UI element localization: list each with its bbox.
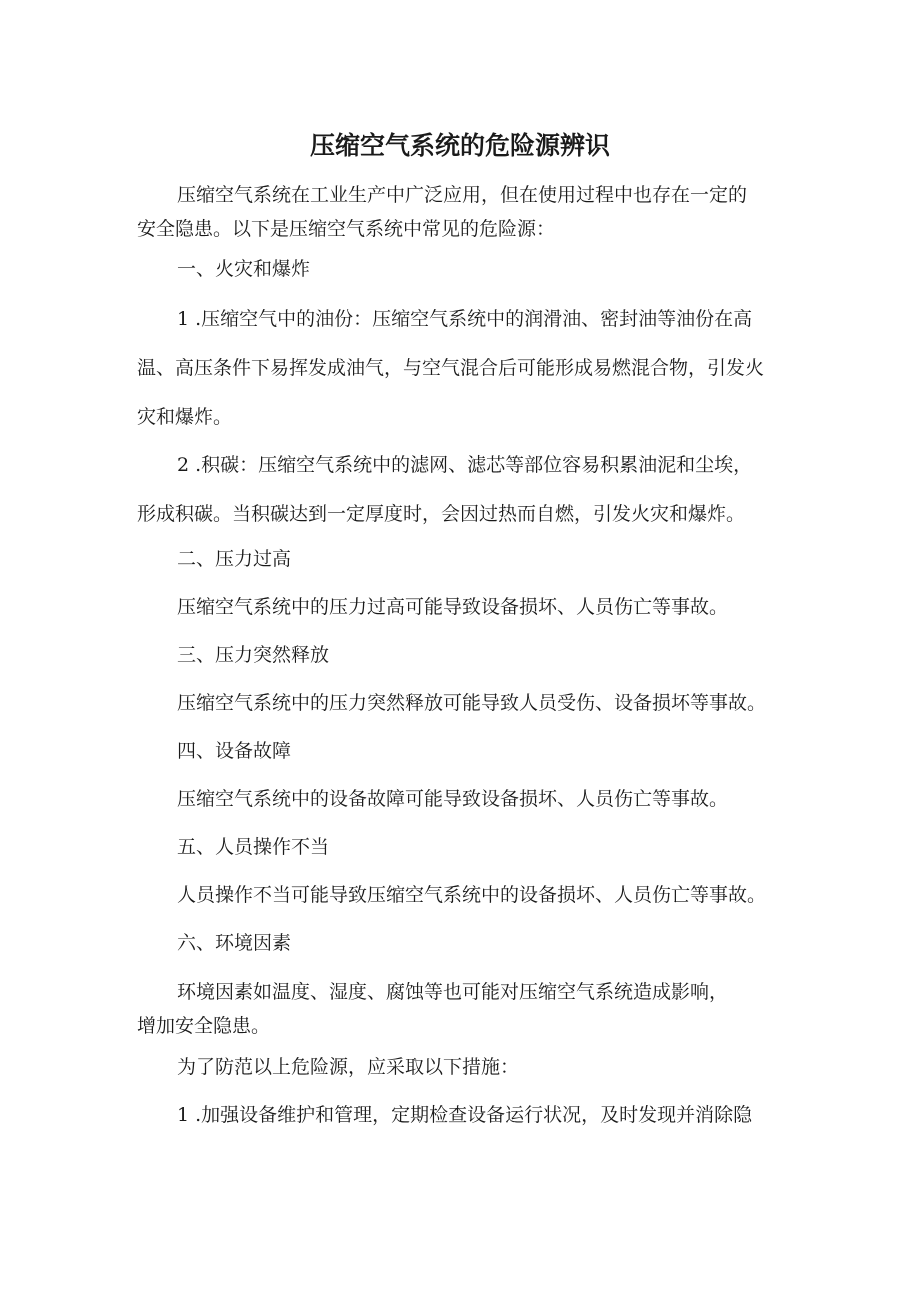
measures-item-1-text: 1 .加强设备维护和管理，定期检查设备运行状况，及时发现并消除隐: [177, 1104, 753, 1126]
measures-intro-text: 为了防范以上危险源，应采取以下措施：: [177, 1056, 520, 1078]
section-3: [137, 638, 793, 672]
section-text: 压缩空气系统中的压力过高可能导致设备损坏、人员伤亡等事故。: [177, 596, 729, 618]
section-heading: 一、火灾和爆炸: [177, 258, 311, 280]
section-3-text: [137, 686, 793, 720]
section-1-heading: [137, 252, 793, 286]
document-title: 压缩空气系统的危险源辨识: [309, 131, 610, 160]
section-1-item-1: [137, 295, 793, 442]
section-6-text: [137, 975, 793, 1043]
item-2-line-1: 2 .积碳：压缩空气系统中的滤网、滤芯等部位容易积累油泥和尘埃，: [177, 454, 753, 476]
section-text: 压缩空气系统中的设备故障可能导致设备损坏、人员伤亡等事故。: [177, 788, 729, 810]
section-5-text: [137, 878, 793, 912]
intro-line-2: 安全隐患。以下是压缩空气系统中常见的危险源：: [137, 218, 556, 240]
section-heading: 四、设备故障: [177, 740, 292, 762]
section-2: [137, 542, 793, 576]
intro-line-1: 压缩空气系统在工业生产中广泛应用，但在使用过程中也存在一定的: [177, 184, 748, 206]
section-4-text: [137, 782, 793, 816]
section-heading: 三、压力突然释放: [177, 644, 330, 666]
section-5: [137, 830, 793, 864]
section-6: [137, 926, 793, 960]
section-6-line-2: 增加安全隐患。: [137, 1015, 271, 1037]
item-2-line-2: 形成积碳。当积碳达到一定厚度时，会因过热而自燃，引发火灾和爆炸。: [137, 503, 746, 525]
section-text: 人员操作不当可能导致压缩空气系统中的设备损坏、人员伤亡等事故。: [177, 884, 767, 906]
section-6-line-1: 环境因素如温度、湿度、腐蚀等也可能对压缩空气系统造成影响，: [177, 981, 729, 1003]
item-1-line-3: 灾和爆炸。: [137, 406, 233, 428]
section-heading: 二、压力过高: [177, 548, 292, 570]
item-1-line-2: 温、高压条件下易挥发成油气，与空气混合后可能形成易燃混合物，引发火: [137, 357, 765, 379]
section-1-item-2: [137, 441, 793, 539]
section-4: [137, 734, 793, 768]
section-2-text: [137, 590, 793, 624]
measures-intro: [137, 1050, 793, 1084]
section-text: 压缩空气系统中的压力突然释放可能导致人员受伤、设备损坏等事故。: [177, 692, 767, 714]
section-heading: 五、人员操作不当: [177, 836, 330, 858]
measures-item-1: [137, 1098, 793, 1132]
section-heading: 六、环境因素: [177, 932, 292, 954]
item-1-line-1: 1 .压缩空气中的油份：压缩空气系统中的润滑油、密封油等油份在高: [177, 308, 753, 330]
intro-paragraph: [137, 178, 793, 246]
